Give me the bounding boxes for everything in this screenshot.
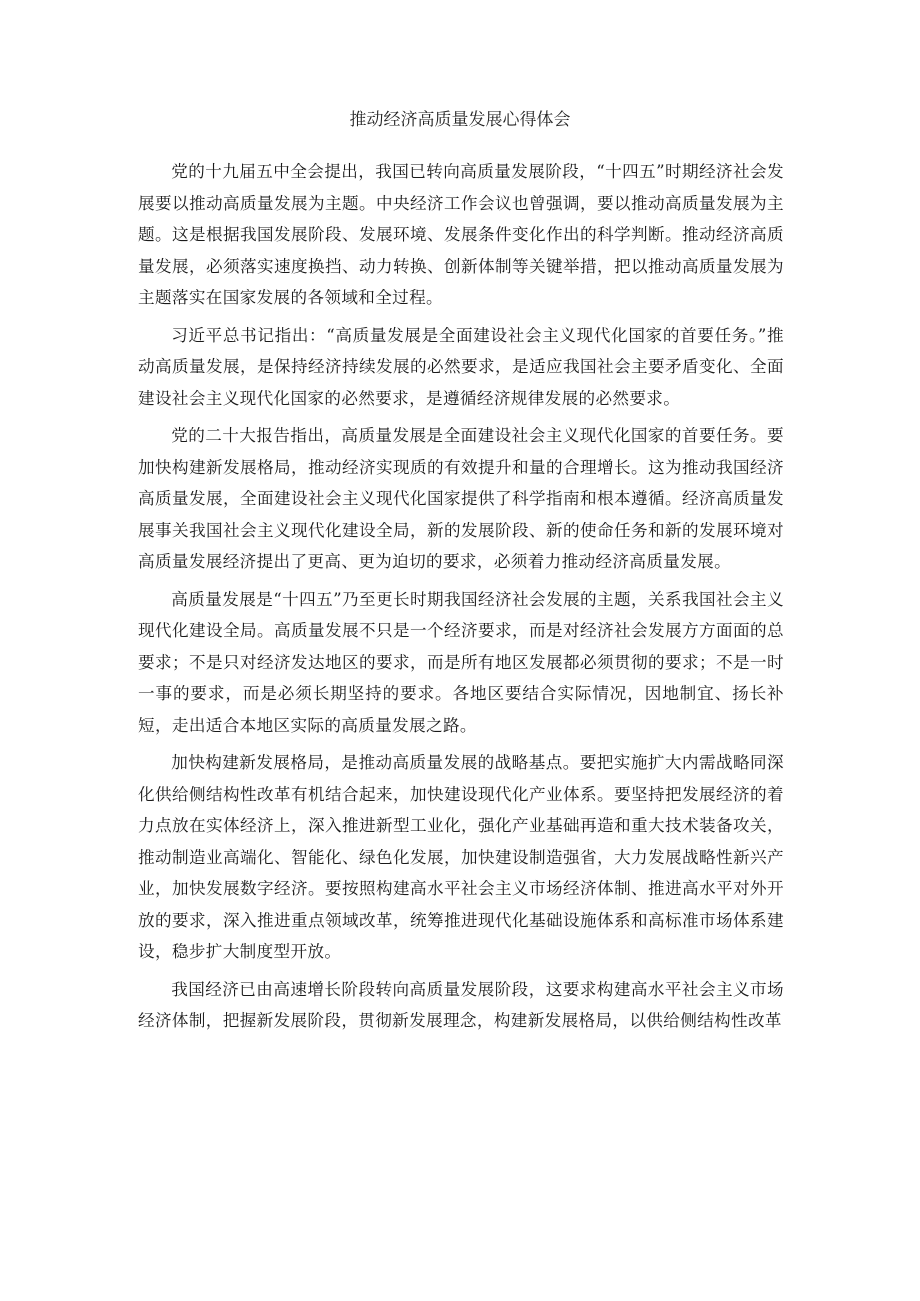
paragraph-5: 加快构建新发展格局，是推动高质量发展的战略基点。要把实施扩大内需战略同深化供给侧结构性改革有机结合起来，加快建设现代化产业体系。要坚持把发展经济的着力点放在实体经济上，深入推进新型工业化，强化产业基础再造和重大技术装备攻关，推动制造业高端化、智能化、绿色化发展，加快建设制造强省，大力发展战略性新兴产业，加快发展数字经济。要按照构建高水平社会主义市场经济体制、推进高水平对外开放的要求，深入推进重点领域改革，统筹推进现代化基础设施体系和高标准市场体系建设，稳步扩大制度型开放。	[138, 753, 784, 961]
document-title: 推动经济高质量发展心得体会	[349, 110, 571, 130]
paragraph-4: 高质量发展是“十四五”乃至更长时期我国经济社会发展的主题，关系我国社会主义现代化建设全局。高质量发展不只是一个经济要求，而是对经济社会发展方方面面的总要求；不是只对经济发达地区的要求，而是所有地区发展都必须贯彻的要求；不是一时一事的要求，而是必须长期坚持的要求。各地区要结合实际情况，因地制宜、扬长补短，走出适合本地区实际的高质量发展之路。	[138, 589, 784, 735]
paragraph-2: 习近平总书记指出：“高质量发展是全面建设社会主义现代化国家的首要任务。”推动高质量发展，是保持经济持续发展的必然要求，是适应我国社会主要矛盾变化、全面建设社会主义现代化国家的必然要求，是遵循经济规律发展的必然要求。	[138, 325, 784, 408]
paragraph-6: 我国经济已由高速增长阶段转向高质量发展阶段，这要求构建高水平社会主义市场经济体制，把握新发展阶段，贯彻新发展理念，构建新发展格局，以供给侧结构性改革	[138, 979, 784, 1030]
document-body	[138, 156, 784, 1043]
paragraph-3: 党的二十大报告指出，高质量发展是全面建设社会主义现代化国家的首要任务。要加快构建新发展格局，推动经济实现质的有效提升和量的合理增长。这为推动我国经济高质量发展，全面建设社会主义现代化国家提供了科学指南和根本遵循。经济高质量发展事关我国社会主义现代化建设全局，新的发展阶段、新的使命任务和新的发展环境对高质量发展经济提出了更高、更为迫切的要求，必须着力推动经济高质量发展。	[138, 426, 784, 571]
paragraph-1: 党的十九届五中全会提出，我国已转向高质量发展阶段，“十四五”时期经济社会发展要以推动高质量发展为主题。中央经济工作会议也曾强调，要以推动高质量发展为主题。这是根据我国发展阶段、发展环境、发展条件变化作出的科学判断。推动经济高质量发展，必须落实速度换挡、动力转换、创新体制等关键举措，把以推动高质量发展为主题落实在国家发展的各领域和全过程。	[138, 162, 784, 307]
